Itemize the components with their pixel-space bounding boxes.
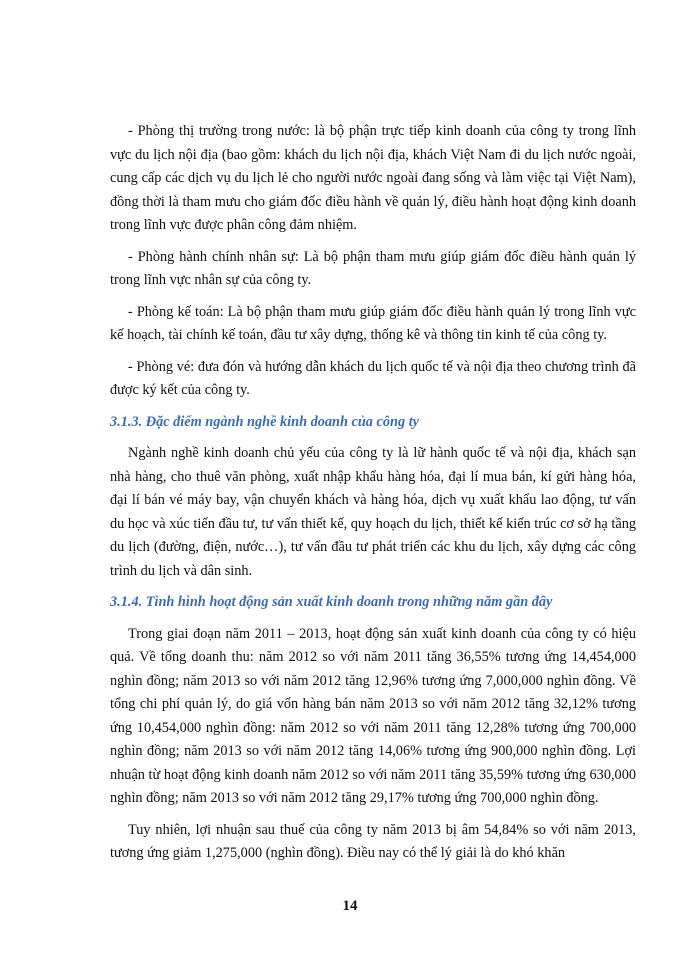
section-heading-3-1-4: 3.1.4. Tình hình hoạt động sản xuất kinh doanh trong những năm gần đây [110,594,553,610]
paragraph-phong-ke-toan: - Phòng kế toán: Là bộ phận tham mưu giúp giám đốc điều hành quản lý trong lĩnh vực kế hoạch, tài chính kế toán, đầu tư xây dựng, thống kê và thông tin kinh tế của công ty. [110,303,636,343]
paragraph-tinh-hinh: Trong giai đoạn năm 2011 – 2013, hoạt động sản xuất kinh doanh của công ty có hiệu quả. Về tổng doanh thu: năm 2012 so với năm 2011 tăng 36,55% tương ứng 14,454,000 nghìn đồng; năm 2013 so với năm 2012 tăng 12,96% tương ứng 7,000,000 nghìn đồng. Về tổng chi phí quản lý, do giá vốn hàng bán năm 2013 so với năm 2012 tăng 32,12% tương ứng 10,454,000 nghìn đồng: năm 2012 so với năm 2011 tăng 12,28% tương ứng 700,000 nghìn đồng; năm 2013 so với năm 2012 tăng 14,06% tương ứng 900,000 nghìn đồng. Lợi nhuận từ hoạt động kinh doanh năm 2012 so với năm 2011 tăng 35,59% tương ứng 630,000 nghìn đồng; năm 2013 so với năm 2012 tăng 29,17% tương ứng 700,000 nghìn đồng. [110,625,636,806]
document-body [110,120,636,874]
paragraph-tuy-nhien: Tuy nhiên, lợi nhuận sau thuế của công ty năm 2013 bị âm 54,84% so với năm 2013, tương ứng giảm 1,275,000 (nghìn đồng). Điều nay có thể lý giải là do khó khăn [110,821,636,861]
paragraph-phong-thi-truong: - Phòng thị trường trong nước: là bộ phận trực tiếp kinh doanh của công ty trong lĩnh vực du lịch nội địa (bao gồm: khách du lịch nội địa, khách Việt Nam đi du lịch nước ngoài, cung cấp các dịch vụ du lịch lẻ cho người nước ngoài đang sống và làm việc tại Việt Nam), đồng thời là tham mưu cho giám đốc điều hành về quản lý, điều hành hoạt động kinh doanh trong lĩnh vực được phân công đảm nhiệm. [110,123,636,233]
section-heading-3-1-3: 3.1.3. Đặc điểm ngành nghề kinh doanh của công ty [110,413,420,430]
paragraph-phong-ve: - Phòng vé: đưa đón và hướng dẫn khách du lịch quốc tế và nội địa theo chương trình đã được ký kết của công ty. [110,358,636,398]
paragraph-phong-hanh-chinh: - Phòng hành chính nhân sự: Là bộ phận tham mưu giúp giám đốc điều hành quản lý trong lĩnh vực nhân sự của công ty. [110,248,636,288]
page-number: 14 [342,898,358,914]
paragraph-nganh-nghe: Ngành nghề kinh doanh chủ yếu của công ty là lữ hành quốc tế và nội địa, khách sạn nhà hàng, cho thuê văn phòng, xuất nhập khẩu hàng hóa, đại lí mua bán, kí gửi hàng hóa, đại lí bán vé máy bay, vận chuyển khách và hàng hóa, dịch vụ xuất khẩu lao động, tư vấn du học và xúc tiến đầu tư, tư vấn thiết kế, quy hoạch du lịch, thiết kế kiến trúc cơ sở hạ tầng du lịch (đường, điện, nước…), tư vấn đầu tư phát triển các khu du lịch, xây dựng các công trình du lịch và dân sinh. [110,445,636,579]
